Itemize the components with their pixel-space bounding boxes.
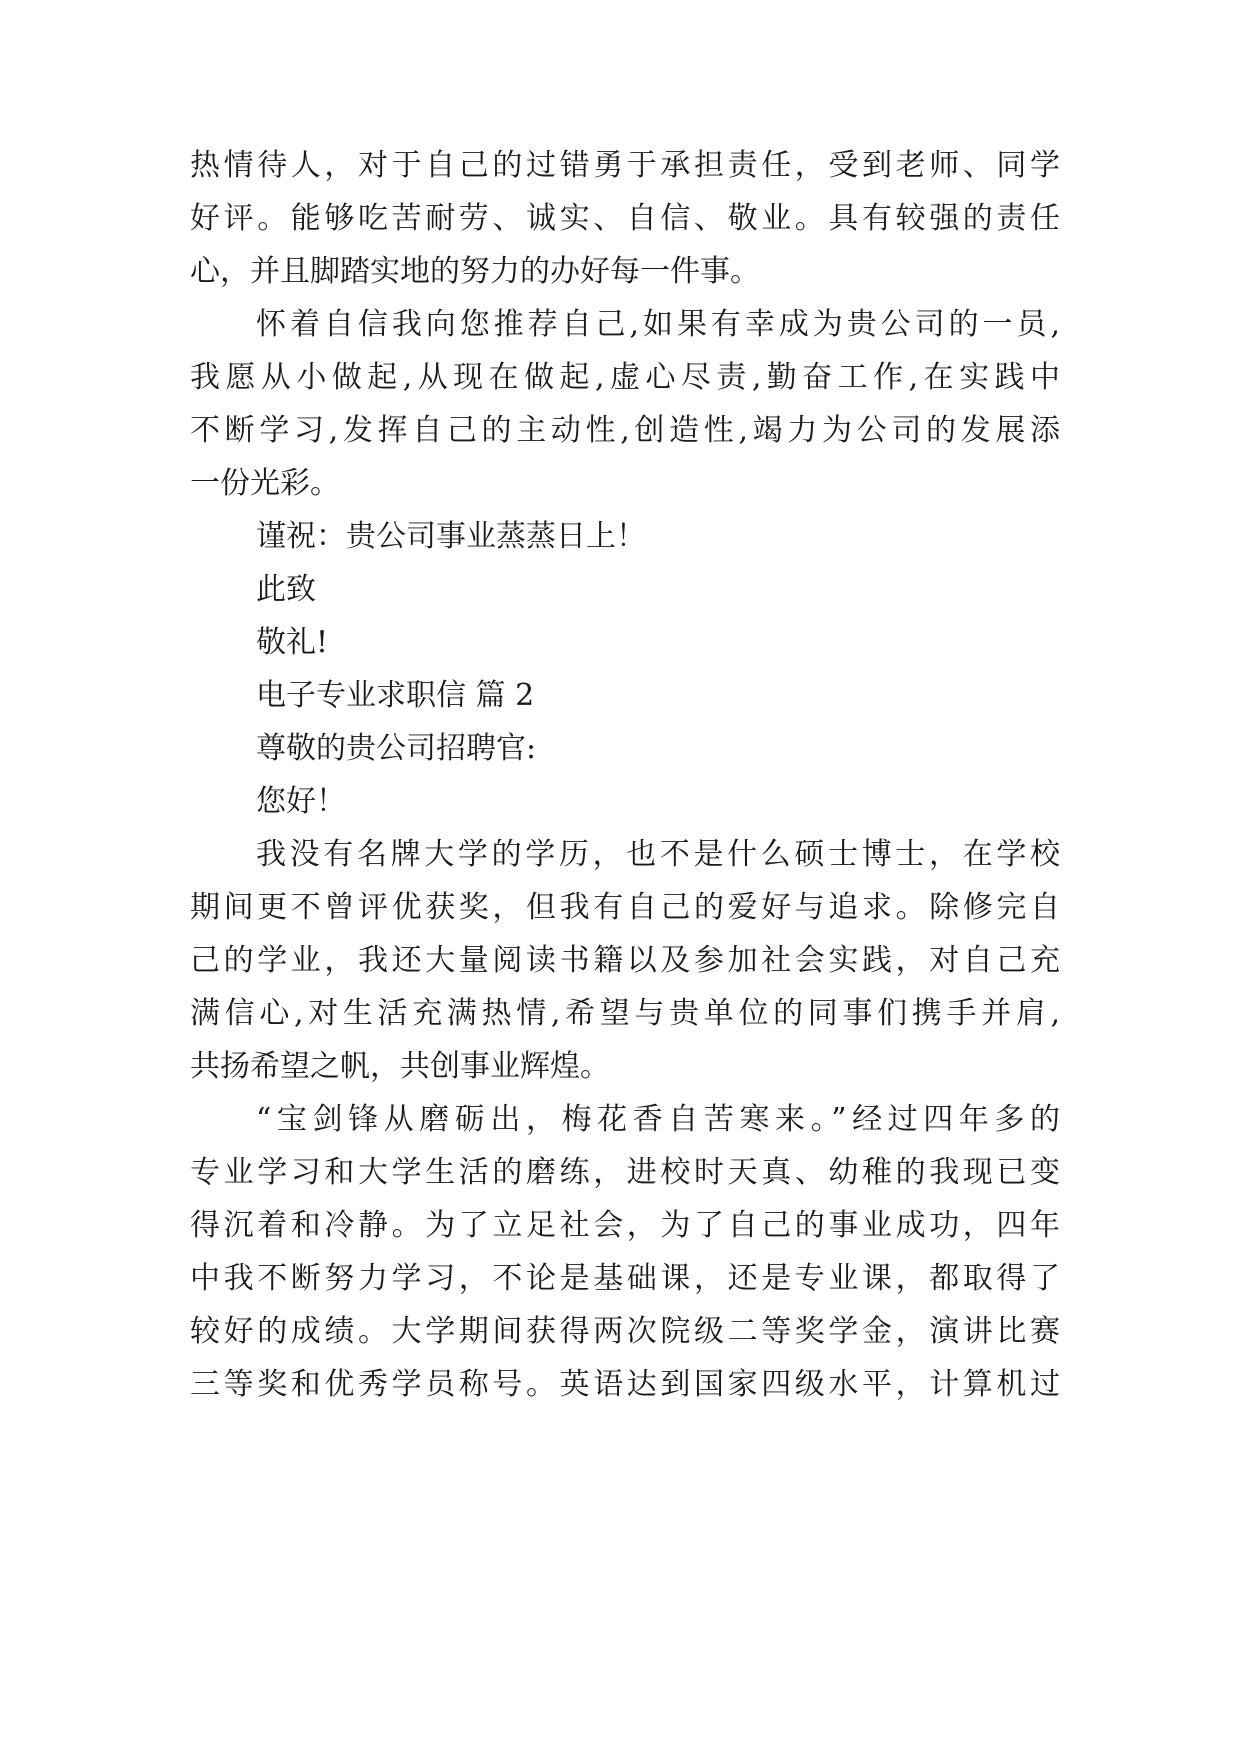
text-line: 三等奖和优秀学员称号。英语达到国家四级水平，计算机过: [190, 1367, 1060, 1402]
text-line: 我没有名牌大学的学历，也不是什么硕士博士，在学校: [256, 837, 1060, 872]
text-line: 中我不断努力学习，不论是基础课，还是专业课，都取得了: [190, 1261, 1060, 1296]
text-line: 我愿从小做起,从现在做起,虚心尽责,勤奋工作,在实践中: [190, 360, 1060, 395]
text-line: 专业学习和大学生活的磨练，进校时天真、幼稚的我现已变: [190, 1155, 1060, 1190]
text-line: 己的学业，我还大量阅读书籍以及参加社会实践，对自己充: [190, 943, 1060, 978]
text-line: 心，并且脚踏实地的努力的办好每一件事。: [190, 254, 760, 289]
text-line: 较好的成绩。大学期间获得两次院级二等奖学金，演讲比赛: [190, 1314, 1060, 1349]
text-line: 您好！: [256, 784, 346, 819]
text-line: “宝剑锋从磨砺出，梅花香自苦寒来。”经过四年多的: [256, 1102, 1060, 1137]
text-line: 敬礼!: [256, 625, 329, 660]
text-line: 热情待人，对于自己的过错勇于承担责任，受到老师、同学: [190, 148, 1060, 183]
text-line: 此致: [256, 572, 316, 607]
text-line: 不断学习,发挥自己的主动性,创造性,竭力为公司的发展添: [190, 413, 1060, 448]
text-line: 怀着自信我向您推荐自己,如果有幸成为贵公司的一员,: [256, 307, 1060, 342]
text-line: 一份光彩。: [190, 466, 340, 501]
text-line: 满信心,对生活充满热情,希望与贵单位的同事们携手并肩,: [190, 996, 1060, 1031]
text-line: 共扬希望之帆，共创事业辉煌。: [190, 1049, 610, 1084]
text-line: 得沉着和冷静。为了立足社会，为了自己的事业成功，四年: [190, 1208, 1060, 1243]
text-line: 谨祝：贵公司事业蒸蒸日上！: [256, 519, 646, 554]
section-heading: 电子专业求职信 篇 2: [256, 678, 535, 713]
text-line: 尊敬的贵公司招聘官:: [256, 731, 537, 766]
text-line: 期间更不曾评优获奖，但我有自己的爱好与追求。除修完自: [190, 890, 1060, 925]
text-line: 好评。能够吃苦耐劳、诚实、自信、敬业。具有较强的责任: [190, 201, 1060, 236]
